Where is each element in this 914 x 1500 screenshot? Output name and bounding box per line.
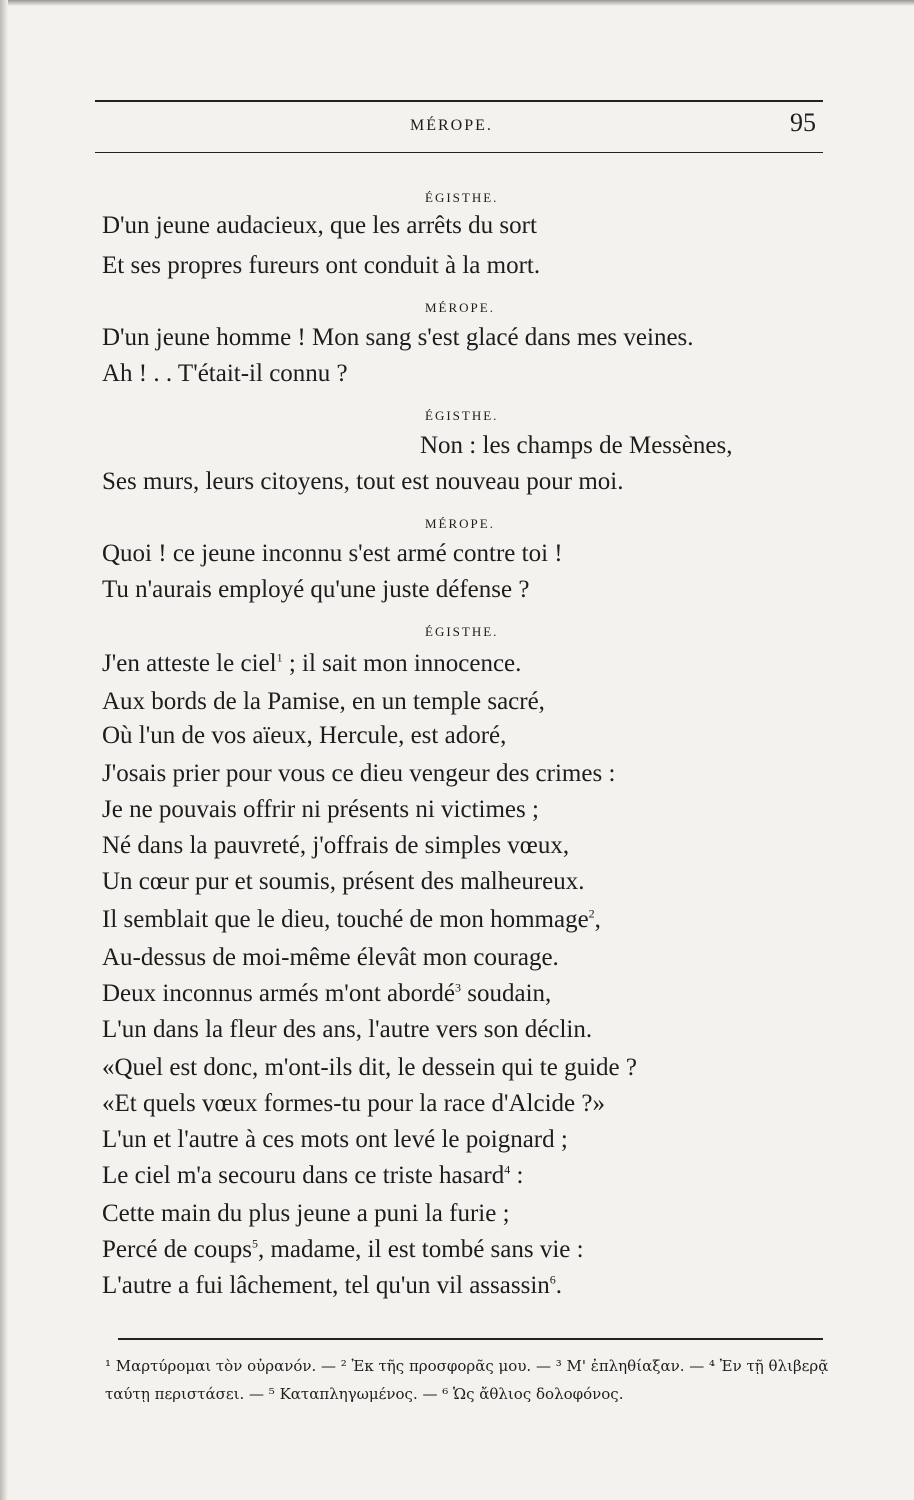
verse-line: Il semblait que le dieu, touché de mon hommage$^2$,: [102, 906, 601, 933]
verse-line: L'autre a fui lâchement, tel qu'un vil assassin$^6$.: [102, 1272, 563, 1299]
verse-line: Au-dessus de moi-même élevât mon courage.: [102, 944, 559, 971]
verse-line: Non : les champs de Messènes,: [420, 432, 733, 459]
speaker-name: MÉROPE.: [425, 516, 495, 531]
page-top-edge: [0, 0, 914, 6]
verse-line: D'un jeune homme ! Mon sang s'est glacé dans mes veines.: [102, 324, 694, 351]
verse-line: L'un et l'autre à ces mots ont levé le poignard ;: [102, 1126, 568, 1153]
verse-line: «Quel est donc, m'ont-ils dit, le dessein qui te guide ?: [102, 1054, 637, 1081]
header-rule-top: [95, 100, 823, 102]
running-head: MÉROPE.: [410, 117, 493, 134]
verse-line: Né dans la pauvreté, j'offrais de simples vœux,: [102, 832, 570, 859]
verse-line: Le ciel m'a secouru dans ce triste hasard$^4$ :: [102, 1162, 524, 1189]
footnote-marker: 1: [276, 650, 283, 665]
footnote-text: ¹ Μαρτύρομαι τὸν οὐρανόν. — ² Ἐκ τῆς προσφορᾶς μου. — ³ Μ' ἐπληθίαξαν. — ⁴ Ἐν τῇ θλιβερᾷ ταύτῃ περιστάσει. — ⁵ Καταπληγωμένος. — ⁶ Ὡς ἄθλιος δολοφόνος.: [105, 1357, 829, 1403]
verse-line: Où l'un de vos aïeux, Hercule, est adoré,: [102, 722, 507, 749]
verse-line: Ah ! . . T'était-il connu ?: [102, 360, 348, 387]
verse-line: Je ne pouvais offrir ni présents ni victimes ;: [102, 796, 539, 823]
footnote-marker: 6: [549, 1272, 556, 1287]
verse-line: Cette main du plus jeune a puni la furie ;: [102, 1200, 510, 1227]
page-number: 95: [790, 108, 816, 137]
header-rule-bottom: [95, 152, 823, 153]
footnote-marker: 4: [504, 1162, 511, 1177]
verse-line: «Et quels vœux formes-tu pour la race d'Alcide ?»: [102, 1090, 605, 1117]
speaker-name: ÉGISTHE.: [425, 408, 499, 423]
verse-line: Deux inconnus armés m'ont abordé$^3$ soudain,: [102, 980, 552, 1007]
verse-line: Quoi ! ce jeune inconnu s'est armé contre toi !: [102, 540, 563, 567]
verse-line: Aux bords de la Pamise, en un temple sacré,: [102, 688, 545, 715]
footnote-rule: [118, 1338, 823, 1340]
verse-line: Percé de coups$^5$, madame, il est tombé sans vie :: [102, 1236, 584, 1263]
page-left-edge: [0, 0, 8, 1500]
footnote-marker: 5: [251, 1236, 258, 1251]
verse-line: L'un dans la fleur des ans, l'autre vers son déclin.: [102, 1016, 593, 1043]
verse-line: J'en atteste le ciel$^1$ ; il sait mon innocence.: [102, 650, 522, 677]
verse-line: Tu n'aurais employé qu'une juste défense ?: [102, 576, 530, 603]
verse-line: J'osais prier pour vous ce dieu vengeur des crimes :: [102, 760, 616, 787]
speaker-name: MÉROPE.: [425, 300, 495, 315]
verse-line: Un cœur pur et soumis, présent des malheureux.: [102, 868, 585, 895]
verse-line: D'un jeune audacieux, que les arrêts du sort: [102, 212, 537, 239]
footnote-marker: 2: [588, 906, 595, 921]
speaker-name: ÉGISTHE.: [425, 190, 499, 205]
footnotes: [105, 1352, 845, 1408]
verse-line: Ses murs, leurs citoyens, tout est nouveau pour moi.: [102, 468, 624, 495]
speaker-name: ÉGISTHE.: [425, 624, 499, 639]
verse-line: Et ses propres fureurs ont conduit à la mort.: [102, 252, 541, 279]
footnote-marker: 3: [455, 980, 462, 995]
